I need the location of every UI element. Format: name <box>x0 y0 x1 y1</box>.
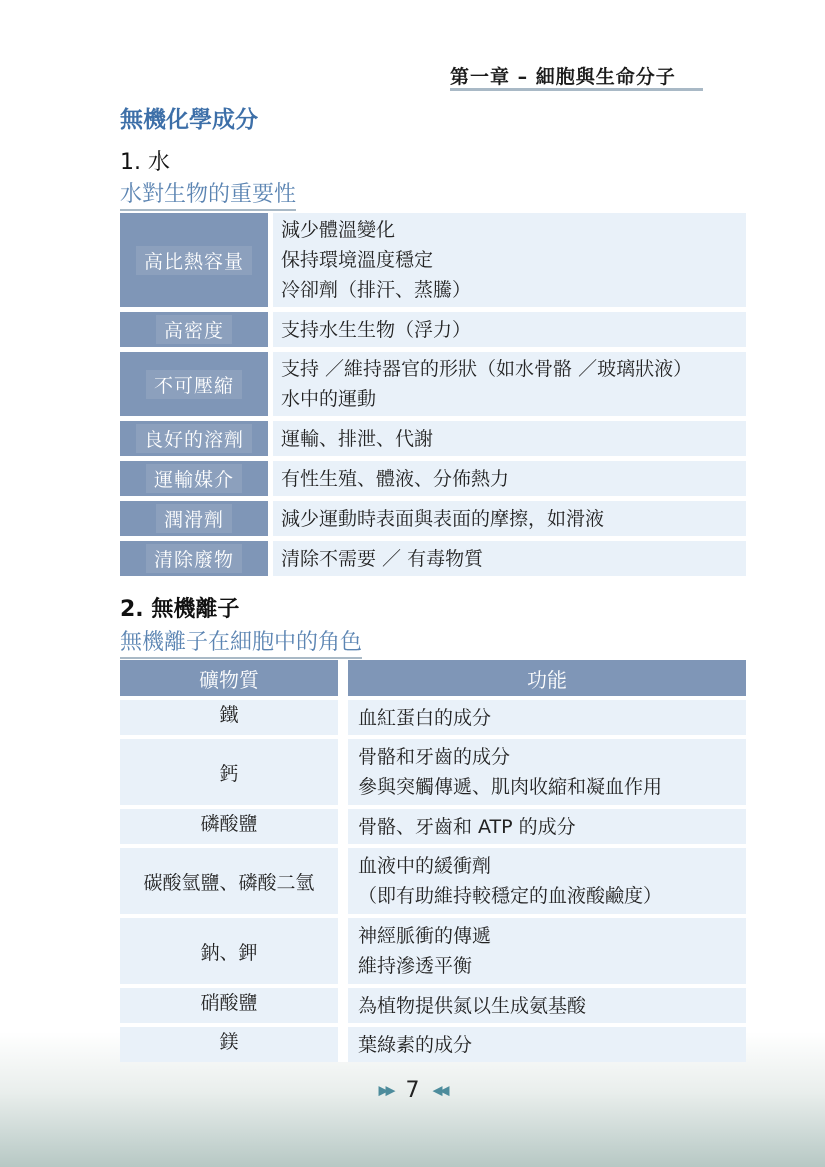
property-description: 有性生殖、體液、分佈熱力 <box>273 461 746 496</box>
water-subheading: 水對生物的重要性 <box>120 177 296 211</box>
page-number-footer <box>0 1078 825 1103</box>
mineral-cell: 碳酸氫鹽、磷酸二氫 <box>120 848 348 914</box>
property-label: 清除廢物 <box>120 541 273 576</box>
function-cell: 為植物提供氮以生成氨基酸 <box>348 988 746 1023</box>
table-row <box>120 421 746 456</box>
page-number: 7 <box>405 1078 420 1103</box>
inorganic-ions-table <box>120 656 746 1066</box>
table-row <box>120 1027 746 1062</box>
backward-arrows-icon: ◀◀ <box>432 1083 447 1099</box>
ions-subheading: 無機離子在細胞中的角色 <box>120 625 362 659</box>
table-row <box>120 739 746 805</box>
function-cell: 骨骼和牙齒的成分 參與突觸傳遞、肌肉收縮和凝血作用 <box>348 739 746 805</box>
table-row <box>120 312 746 347</box>
property-description: 運輸、排泄、代謝 <box>273 421 746 456</box>
property-label: 高比熱容量 <box>120 213 273 307</box>
property-label: 高密度 <box>120 312 273 347</box>
column-header-mineral: 礦物質 <box>120 660 348 696</box>
chapter-header: 第一章 – 細胞與生命分子 <box>450 62 703 91</box>
property-label: 運輸媒介 <box>120 461 273 496</box>
water-heading: 1. 水 <box>120 150 170 175</box>
table-row <box>120 213 746 307</box>
table-row <box>120 700 746 735</box>
mineral-cell: 磷酸鹽 <box>120 809 348 844</box>
property-description: 減少體溫變化 保持環境溫度穩定 冷卻劑（排汗、蒸騰） <box>273 213 746 307</box>
function-cell: 血液中的緩衝劑 （即有助維持較穩定的血液酸鹼度） <box>348 848 746 914</box>
function-cell: 葉綠素的成分 <box>348 1027 746 1062</box>
table-row <box>120 848 746 914</box>
table-row <box>120 988 746 1023</box>
table-row <box>120 918 746 984</box>
mineral-cell: 鐵 <box>120 700 348 735</box>
water-properties-table <box>120 208 746 581</box>
ions-heading: 2. 無機離子 <box>120 597 240 622</box>
column-header-function: 功能 <box>348 660 746 696</box>
mineral-cell: 鈉、鉀 <box>120 918 348 984</box>
table-row <box>120 352 746 416</box>
function-cell: 血紅蛋白的成分 <box>348 700 746 735</box>
mineral-cell: 鈣 <box>120 739 348 805</box>
table-row <box>120 461 746 496</box>
property-description: 清除不需要 ／ 有毒物質 <box>273 541 746 576</box>
section-title: 無機化學成分 <box>120 107 258 133</box>
property-description: 支持 ／維持器官的形狀（如水骨骼 ／玻璃狀液） 水中的運動 <box>273 352 746 416</box>
table-row <box>120 501 746 536</box>
mineral-cell: 硝酸鹽 <box>120 988 348 1023</box>
forward-arrows-icon: ▶▶ <box>378 1083 393 1099</box>
property-description: 減少運動時表面與表面的摩擦，如滑液 <box>273 501 746 536</box>
table-header-row <box>120 660 746 696</box>
property-label: 潤滑劑 <box>120 501 273 536</box>
function-cell: 骨骼、牙齒和 ATP 的成分 <box>348 809 746 844</box>
mineral-cell: 鎂 <box>120 1027 348 1062</box>
property-label: 良好的溶劑 <box>120 421 273 456</box>
table-row <box>120 809 746 844</box>
function-cell: 神經脈衝的傳遞 維持滲透平衡 <box>348 918 746 984</box>
table-row <box>120 541 746 576</box>
property-description: 支持水生生物（浮力） <box>273 312 746 347</box>
property-label: 不可壓縮 <box>120 352 273 416</box>
